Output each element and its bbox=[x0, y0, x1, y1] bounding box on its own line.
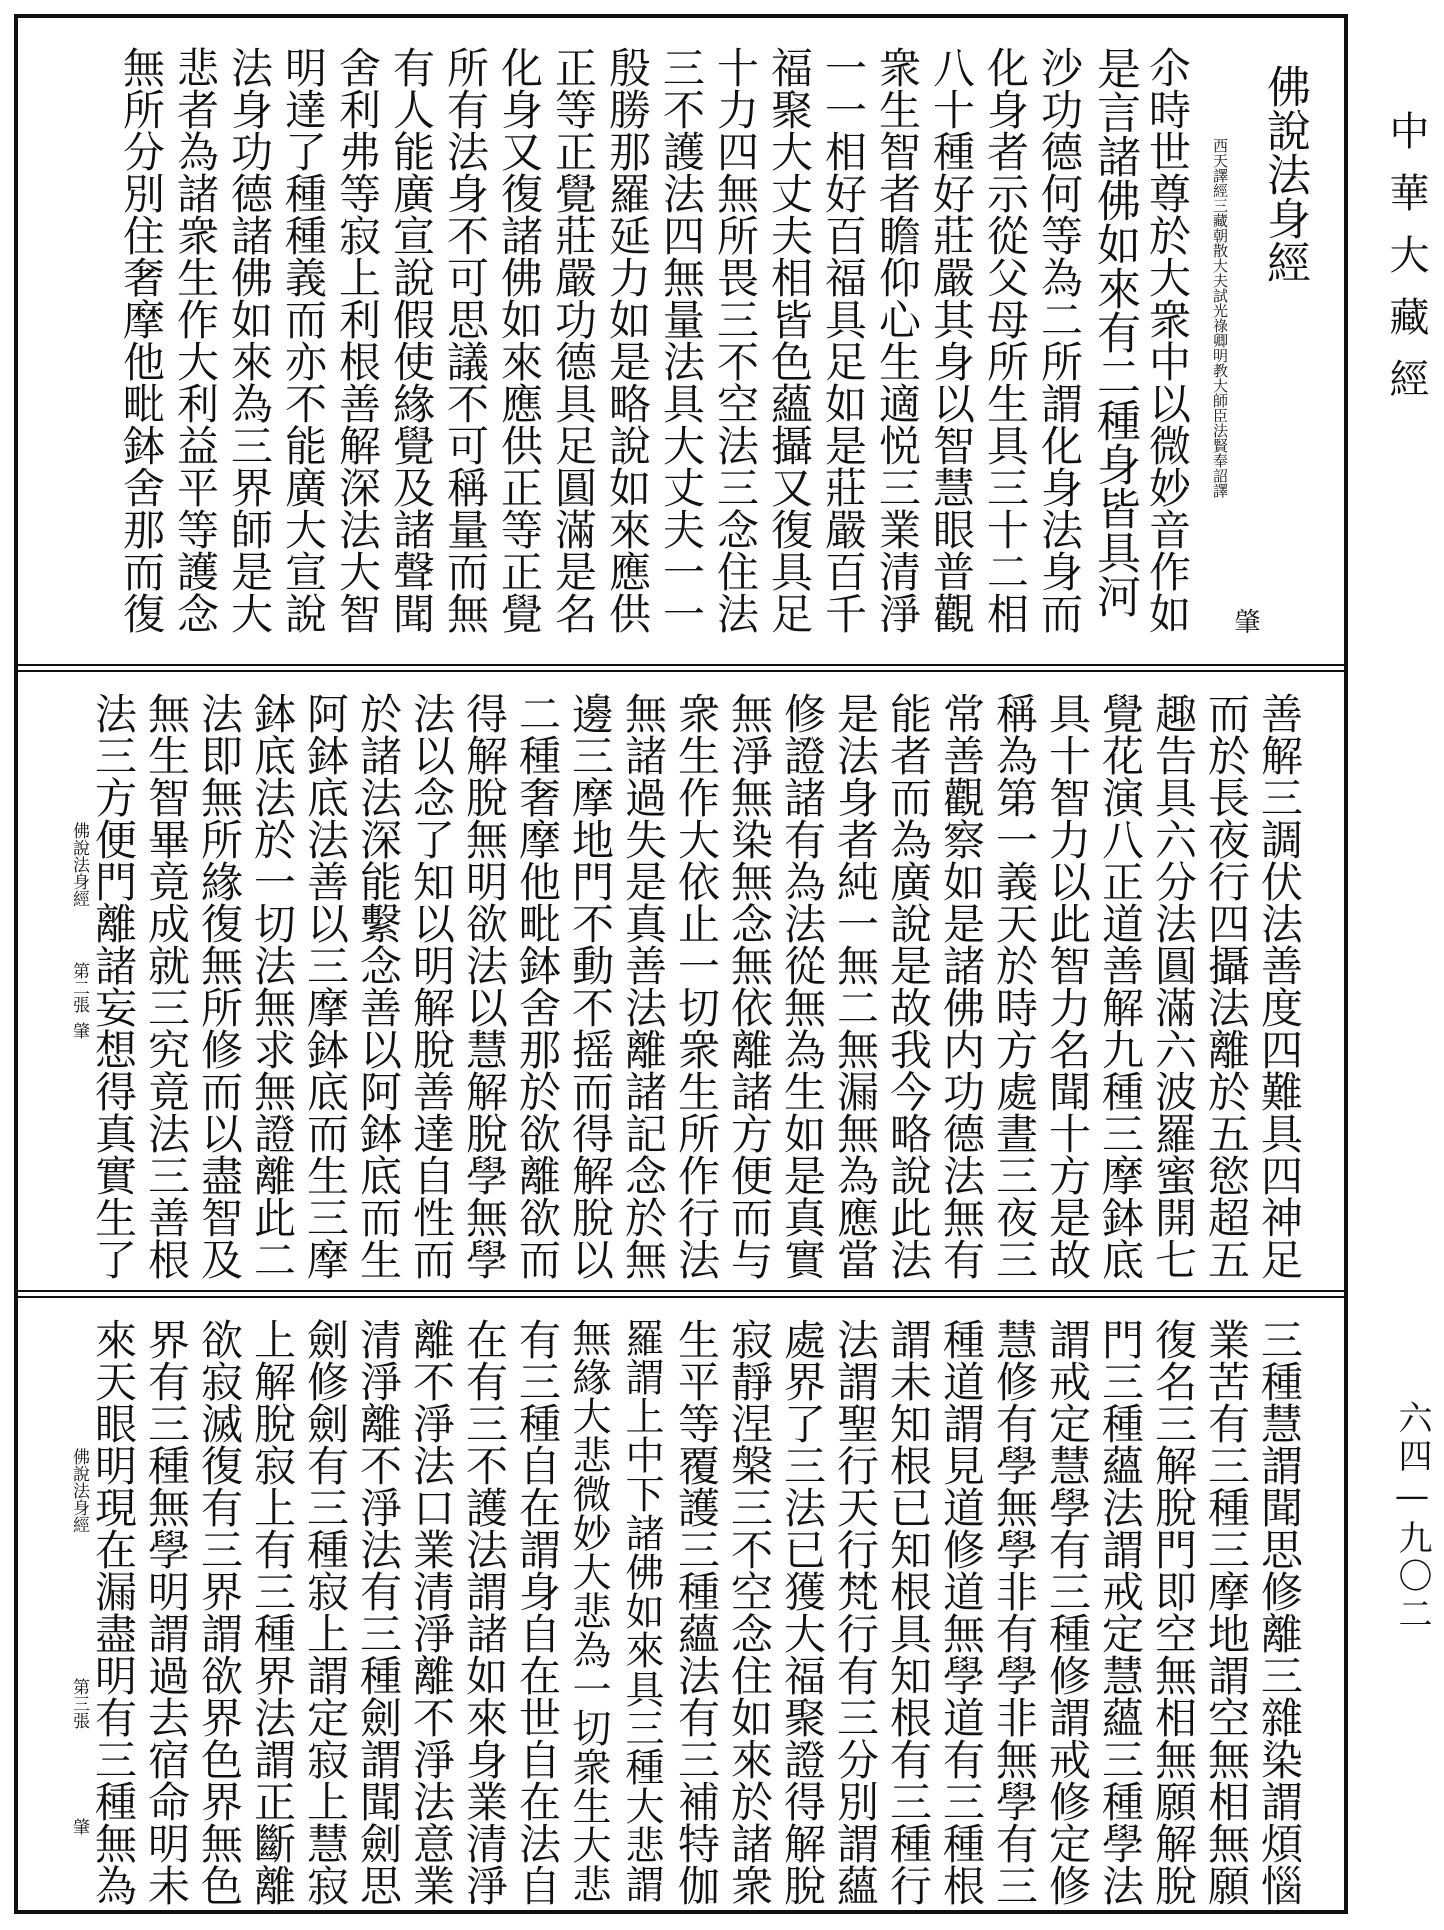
text-column: 稱為第一義天於時方處晝三夜三 bbox=[990, 692, 1039, 1280]
text-column: 無淨無染無念無依離諸方便而与 bbox=[725, 692, 774, 1280]
text-column: 有人能廣宣說假使緣覺及諸聲聞 bbox=[387, 46, 436, 634]
text-column: 正等正覺莊嚴功德具足圓滿是名 bbox=[549, 46, 598, 634]
text-column: 十力四無所畏三不空法三念住法 bbox=[711, 46, 760, 634]
text-column: 舍利弗等寂上利根善解深法大智 bbox=[333, 46, 382, 634]
panel-1 bbox=[18, 18, 1344, 664]
text-column: 一一相好百福具足如是莊嚴百千 bbox=[819, 46, 868, 634]
page-frame bbox=[14, 14, 1348, 1914]
translator-mark: 肇 bbox=[1230, 608, 1260, 634]
text-column: 業苦有三種三摩地謂空無相無願 bbox=[1202, 1318, 1251, 1906]
collection-title: 中華大藏經 bbox=[1383, 110, 1429, 420]
text-column: 無緣大悲微妙大悲為一切衆生大悲 bbox=[566, 1318, 611, 1903]
text-column: 上解脫寂上有三種界法謂正斷離 bbox=[248, 1318, 297, 1906]
panel-2-footer-page: 第二張 bbox=[69, 962, 89, 1013]
text-column: 具十智力以此智力名聞十方是故 bbox=[1043, 692, 1092, 1280]
sutra-title: 佛說法身經 bbox=[1259, 64, 1310, 284]
text-column: 羅謂上中下諸佛如來具三種大悲謂 bbox=[619, 1318, 664, 1903]
text-column: 是言諸佛如來有二種身皆具河 bbox=[1089, 46, 1140, 618]
text-column: 悲者為諸衆生作大利益平等護念 bbox=[171, 46, 220, 634]
text-column: 種道謂見道修道無學道有三種根 bbox=[937, 1318, 986, 1906]
text-column: 殷勝那羅延力如是略說如來應供 bbox=[603, 46, 652, 634]
text-column: 善解三調伏法善度四難具四神足 bbox=[1255, 692, 1304, 1280]
text-column: 來天眼明現在漏盡明有三種無為 bbox=[89, 1318, 138, 1906]
panel-3-footer-title: 佛說法身經 bbox=[69, 1448, 89, 1533]
text-column: 慧修有學無學非有學非無學有三 bbox=[990, 1318, 1039, 1906]
text-column: 法以念了知以明解脫善達自性而 bbox=[407, 692, 456, 1280]
text-column: 復名三解脫門即空無相無願解脫 bbox=[1149, 1318, 1198, 1906]
text-column: 而於長夜行四攝法離於五慾超五 bbox=[1202, 692, 1251, 1280]
text-column: 二種奢摩他毗鉢舍那於欲離欲而 bbox=[513, 692, 562, 1280]
text-column: 門三種蘊法謂戒定慧蘊三種學法 bbox=[1096, 1318, 1145, 1906]
text-column: 衆生智者瞻仰心生適悦三業清淨 bbox=[873, 46, 922, 634]
text-column: 趣告具六分法圓滿六波羅蜜開七 bbox=[1149, 692, 1198, 1280]
text-column: 明達了種種義而亦不能廣大宣說 bbox=[279, 46, 328, 634]
panel-3 bbox=[18, 1298, 1344, 1910]
text-column: 處界了三法已獲大福聚證得解脫 bbox=[778, 1318, 827, 1906]
text-column: 覺花演八正道善解九種三摩鉢底 bbox=[1096, 692, 1145, 1280]
text-column: 能者而為廣說是故我今略說此法 bbox=[884, 692, 933, 1280]
text-column: 阿鉢底法善以三摩鉢底而生三摩 bbox=[301, 692, 350, 1280]
text-column: 有三種自在謂身自在世自在法自 bbox=[513, 1318, 562, 1906]
text-column: 八十種好莊嚴其身以智慧眼普觀 bbox=[927, 46, 976, 634]
text-column: 三種慧謂聞思修離三雜染謂煩惱 bbox=[1255, 1318, 1304, 1906]
page-number: 六四—九〇二 bbox=[1392, 1400, 1432, 1634]
text-column: 在有三不護法謂諸如來身業清淨 bbox=[460, 1318, 509, 1906]
text-column: 化身者示從父母所生具三十二相 bbox=[981, 46, 1030, 634]
text-column: 得解脫無明欲法以慧解脫學無學 bbox=[460, 692, 509, 1280]
panel-3-footer-page: 第三張 bbox=[69, 1678, 89, 1729]
text-column: 法三方便門離諸妄想得真實生了 bbox=[89, 692, 138, 1280]
text-column: 衆生作大依止一切衆生所作行法 bbox=[672, 692, 721, 1280]
text-column: 尒時世尊於大衆中以微妙音作如 bbox=[1143, 46, 1192, 634]
text-column: 離不淨法口業清淨離不淨法意業 bbox=[407, 1318, 456, 1906]
panel-3-footer-mark: 肇 bbox=[69, 1818, 89, 1835]
text-column: 三不護法四無量法具大丈夫一一 bbox=[657, 46, 706, 634]
text-column: 常善觀察如是諸佛内功德法無有 bbox=[937, 692, 986, 1280]
text-column: 於諸法深能繫念善以阿鉢底而生 bbox=[354, 692, 403, 1280]
text-column: 福聚大丈夫相皆色蘊攝又復具足 bbox=[765, 46, 814, 634]
text-column: 法身功德諸佛如來為三界師是大 bbox=[225, 46, 274, 634]
text-column: 寂靜涅槃三不空念住如來於諸衆 bbox=[725, 1318, 774, 1906]
text-column: 無所分別住奢摩他毗鉢舍那而復 bbox=[117, 46, 166, 634]
text-column: 劍修劍有三種寂上謂定寂上慧寂 bbox=[301, 1318, 350, 1906]
text-column: 界有三種無學明謂過去宿命明未 bbox=[142, 1318, 191, 1906]
text-column: 法謂聖行天行梵行有三分別謂蘊 bbox=[831, 1318, 880, 1906]
text-column: 法即無所緣復無所修而以盡智及 bbox=[195, 692, 244, 1280]
text-column: 邊三摩地門不動不摇而得解脫以 bbox=[566, 692, 615, 1280]
panel-2-footer-title: 佛說法身經 bbox=[69, 822, 89, 907]
text-column: 無生智畢竟成就三究竟法三善根 bbox=[142, 692, 191, 1280]
text-column: 謂戒定慧學有三種修謂戒修定修 bbox=[1043, 1318, 1092, 1906]
panel-2 bbox=[18, 672, 1344, 1290]
text-column: 生平等覆護三種蘊法有三補特伽 bbox=[672, 1318, 721, 1906]
panel-divider bbox=[18, 664, 1344, 672]
text-column: 謂未知根已知根具知根有三種行 bbox=[884, 1318, 933, 1906]
translator-note: 西天譯經三藏朝散大夫試光祿卿明教大師臣法賢奉詔譯 bbox=[1211, 138, 1229, 498]
text-column: 所有法身不可思議不可稱量而無 bbox=[441, 46, 490, 634]
text-column: 化身又復諸佛如來應供正等正覺 bbox=[495, 46, 544, 634]
text-column: 是法身者純一無二無漏無為應當 bbox=[831, 692, 880, 1280]
text-column: 清淨離不淨法有三種劍謂聞劍思 bbox=[354, 1318, 403, 1906]
panel-divider bbox=[18, 1290, 1344, 1298]
text-column: 無諸過失是真善法離諸記念於無 bbox=[619, 692, 668, 1280]
panel-2-footer-mark: 肇 bbox=[69, 1022, 89, 1039]
text-column: 沙功德何等為二所謂化身法身而 bbox=[1035, 46, 1084, 634]
text-column: 修證諸有為法從無為生如是真實 bbox=[778, 692, 827, 1280]
text-column: 欲寂滅復有三界謂欲界色界無色 bbox=[195, 1318, 244, 1906]
text-column: 鉢底法於一切法無求無證離此二 bbox=[248, 692, 297, 1280]
